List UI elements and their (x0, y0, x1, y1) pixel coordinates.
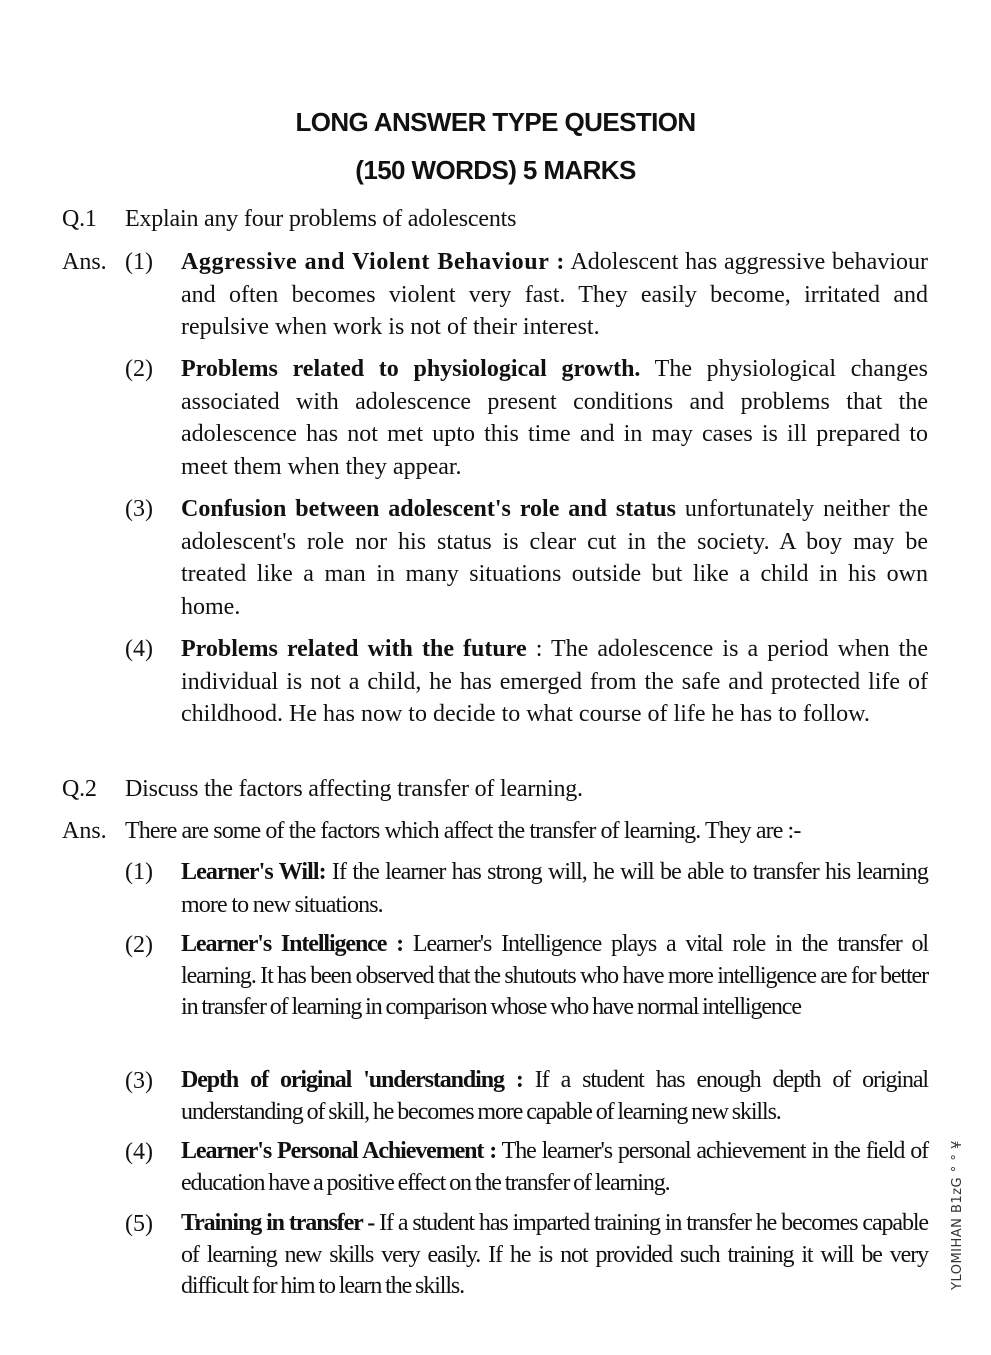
item-number: (2) (125, 356, 153, 382)
item-text: The learner's personal achievement in the field of education have a positive effect on the transfer of learning. (181, 1138, 928, 1196)
item-body (181, 1136, 928, 1199)
item-text: unfortunately neither the adolescent's role nor his status is clear cut in the society. A boy may be treated like a man in many situations outside but like a child in his own home. (181, 496, 928, 620)
answer-label: Ans. (62, 249, 107, 275)
section-heading: LONG ANSWER TYPE QUESTION (295, 107, 696, 137)
question-label: Q.1 (62, 206, 97, 232)
question-text: Discuss the factors affecting transfer of learning. (125, 776, 583, 802)
question-label: Q.2 (62, 776, 97, 802)
section-subheading: (150 WORDS) 5 MARKS (355, 155, 636, 185)
answer-intro: There are some of the factors which affect the transfer of learning. They are :- (125, 818, 801, 844)
item-number: (3) (125, 1068, 153, 1094)
item-term: Problems related to physiological growth. (181, 356, 641, 382)
item-term: Learner's Personal Achievement : (181, 1138, 497, 1164)
item-term: Training in transfer - (181, 1210, 375, 1236)
item-number: (4) (125, 1139, 153, 1165)
item-term: Aggressive and Violent Behaviour : (181, 249, 565, 275)
item-term: Learner's Intelligence : (181, 931, 404, 957)
item-body (181, 246, 928, 344)
item-number: (1) (125, 859, 153, 885)
item-term: Confusion between adolescent's role and status (181, 496, 676, 522)
item-term: Problems related with the future (181, 636, 527, 662)
item-text: If a student has imparted training in transfer he becomes capable of learning new skills very easily. If he is not provided such training it will be very difficult for him to learn the skills. (181, 1210, 928, 1299)
item-number: (4) (125, 636, 153, 662)
item-text: Adolescent has aggressive behaviour and often becomes violent very fast. They easily become, irritated and repulsive when work is not of their interest. (181, 249, 928, 341)
item-text: Learner's Intelligence plays a vital role in the transfer ol learning. It has been observed that the shutouts who have more intelligence are for better in transfer of learning in comparison whose who have normal intelligence (181, 931, 928, 1020)
margin-scan-artifact: YLOMIHAN B1zG ° ° ¥ (950, 1140, 965, 1290)
item-number: (3) (125, 496, 153, 522)
item-body (181, 1065, 928, 1128)
item-text: If the learner has strong will, he will be able to transfer his learning more to new situations. (181, 859, 928, 918)
item-number: (5) (125, 1211, 153, 1237)
item-body (181, 353, 928, 483)
item-term: Depth of original 'understanding : (181, 1067, 523, 1093)
item-term: Learner's Will: (181, 859, 326, 885)
question-text: Explain any four problems of adolescents (125, 206, 517, 232)
item-body (181, 1208, 928, 1303)
item-number: (1) (125, 249, 153, 275)
item-body (181, 856, 928, 921)
item-body (181, 493, 928, 623)
item-body (181, 929, 928, 1024)
item-text: The physiological changes associated with adolescence present conditions and problems that the adolescence has not met upto this time and in may cases is ill prepared to meet them when they appear. (181, 356, 928, 480)
item-text: : The adolescence is a period when the individual is not a child, he has emerged from the safe and protected life of childhood. He has now to decide to what course of life he has to follow. (181, 636, 929, 728)
item-text: If a student has enough depth of original understanding of skill, he becomes more capable of learning new skills. (181, 1067, 929, 1125)
item-number: (2) (125, 932, 153, 958)
answer-label: Ans. (62, 818, 107, 844)
item-body (181, 633, 928, 731)
